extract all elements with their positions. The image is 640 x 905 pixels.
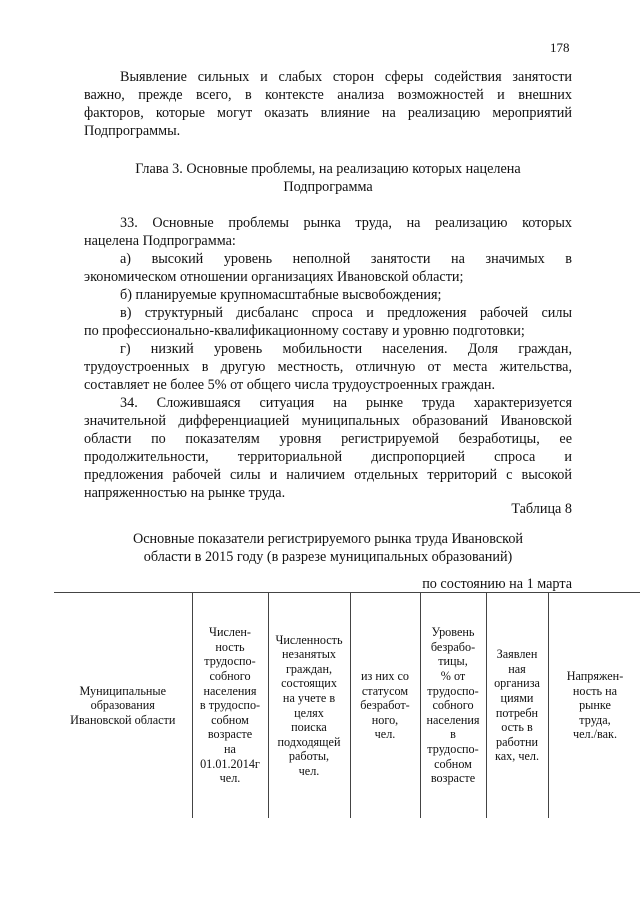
body-line: напряженностью на рынке труда. bbox=[84, 485, 286, 501]
header-cell-line: % от bbox=[440, 669, 466, 684]
table-header-row bbox=[54, 593, 640, 819]
header-cell-line: целях bbox=[294, 705, 324, 720]
body-line: нацелена Подпрограмма: bbox=[84, 233, 236, 249]
header-unemployed-status bbox=[350, 593, 420, 819]
header-cell-line: ная bbox=[508, 661, 526, 676]
header-cell-line: безработ- bbox=[360, 698, 410, 713]
header-cell-line: возрасте bbox=[207, 727, 253, 742]
header-cell-line: Муниципальные bbox=[79, 683, 166, 698]
body-line: б) планируемые крупномасштабные высвобождения; bbox=[120, 287, 442, 303]
header-cell-line: работы, bbox=[288, 749, 330, 764]
table-label: Таблица 8 bbox=[511, 501, 572, 517]
intro-line: факторов, которые могут оказать влияние на реализацию мероприятий bbox=[84, 105, 572, 121]
indicators-table bbox=[54, 592, 640, 818]
header-labor-tension bbox=[548, 593, 640, 819]
header-cell-line: подходящей bbox=[277, 734, 341, 749]
table-title: Основные показатели регистрируемого рынка труда Ивановской bbox=[132, 531, 524, 547]
intro-line: Подпрограммы. bbox=[84, 123, 181, 139]
header-cell-line: трудоспо- bbox=[204, 654, 256, 669]
header-cell-line: организа bbox=[494, 676, 540, 691]
body-line: экономическом отношении организациях Ивановской области; bbox=[84, 269, 464, 285]
header-cell-line: работни bbox=[495, 734, 538, 749]
header-cell-line: потребн bbox=[495, 705, 539, 720]
header-cell-line: поиска bbox=[291, 720, 327, 735]
header-cell-line: собного bbox=[432, 698, 474, 713]
header-cell-line: в bbox=[450, 727, 456, 742]
body-line: продолжительности, территориальной диспропорцией спроса и bbox=[84, 449, 572, 465]
body-line: предложения рабочей силы и наличием отдельных территорий с высокой bbox=[84, 467, 572, 483]
header-cell-line: ного, bbox=[371, 712, 399, 727]
table-title: области в 2015 году (в разрезе муниципальных образований) bbox=[143, 549, 513, 565]
header-cell-line: чел. bbox=[219, 771, 241, 786]
header-cell-line: в трудоспо- bbox=[199, 698, 261, 713]
header-cell-line: ность на bbox=[572, 683, 618, 698]
header-cell-line: из них со bbox=[360, 669, 410, 684]
page-number: 178 bbox=[550, 40, 570, 55]
body-line: 33. Основные проблемы рынка труда, на реализацию которых bbox=[120, 215, 572, 231]
header-cell-line: граждан, bbox=[285, 661, 333, 676]
header-cell-line: возрасте bbox=[430, 771, 476, 786]
header-cell-line: рынке bbox=[579, 698, 611, 713]
header-cell-line: ность bbox=[215, 639, 245, 654]
header-cell-line: незанятых bbox=[281, 647, 337, 662]
header-unemployed-registered bbox=[268, 593, 350, 819]
header-declared-demand bbox=[486, 593, 548, 819]
chapter-title: Глава 3. Основные проблемы, на реализацию которых нацелена bbox=[135, 161, 521, 177]
header-working-age-population bbox=[192, 593, 268, 819]
header-cell-line: образования bbox=[90, 698, 155, 713]
header-cell-line: 01.01.2014г bbox=[200, 756, 260, 771]
chapter-title: Подпрограмма bbox=[283, 179, 373, 195]
header-cell-line: Заявлен bbox=[496, 647, 538, 662]
header-cell-line: на bbox=[224, 741, 236, 756]
header-cell-line: ость в bbox=[501, 720, 533, 735]
header-cell-line: чел./вак. bbox=[572, 727, 618, 742]
body-line: составляет не более 5% от общего числа трудоустроенных граждан. bbox=[84, 377, 496, 393]
header-unemployment-rate bbox=[420, 593, 486, 819]
body-line: а) высокий уровень неполной занятости на значимых в bbox=[120, 251, 572, 267]
header-cell-line: труда, bbox=[579, 712, 611, 727]
header-cell-line: тицы, bbox=[438, 654, 468, 669]
body-line: области по показателям уровня регистрируемой безработицы, ее bbox=[84, 431, 572, 447]
header-cell-line: населения bbox=[426, 712, 480, 727]
header-cell-line: Численность bbox=[275, 632, 343, 647]
header-cell-line: собного bbox=[209, 669, 251, 684]
header-cell-line: Уровень bbox=[431, 625, 475, 640]
header-cell-line: Числен- bbox=[209, 625, 251, 640]
intro-line: Выявление сильных и слабых сторон сферы содействия занятости bbox=[120, 69, 572, 85]
header-cell-line: Ивановской области bbox=[70, 712, 176, 727]
body-line: в) структурный дисбаланс спроса и предложения рабочей силы bbox=[120, 305, 572, 321]
header-cell-line: чел. bbox=[298, 763, 320, 778]
header-cell-line: населения bbox=[203, 683, 257, 698]
header-cell-line: статусом bbox=[361, 683, 409, 698]
header-cell-line: на учете в bbox=[282, 690, 336, 705]
intro-line: важно, прежде всего, в контексте анализа возможностей и внешних bbox=[84, 87, 572, 103]
header-cell-line: собном bbox=[211, 712, 249, 727]
header-cell-line: трудоспо- bbox=[427, 741, 479, 756]
header-cell-line: трудоспо- bbox=[427, 683, 479, 698]
body-line: трудоустроенных в другую местность, отличную от места жительства, bbox=[84, 359, 572, 375]
header-cell-line: циями bbox=[500, 690, 534, 705]
header-cell-line: безрабо- bbox=[430, 639, 476, 654]
body-line: значительной дифференциацией муниципальных образований Ивановской bbox=[84, 413, 572, 429]
header-cell-line: чел. bbox=[374, 727, 396, 742]
body-line: г) низкий уровень мобильности населения. Доля граждан, bbox=[120, 341, 572, 357]
body-line: 34. Сложившаяся ситуация на рынке труда характеризуется bbox=[120, 395, 572, 411]
header-cell-line: собном bbox=[434, 756, 472, 771]
header-cell-line: ках, чел. bbox=[494, 749, 539, 764]
header-municipality bbox=[54, 593, 192, 819]
body-line: по профессионально-квалификационному составу и уровню подготовки; bbox=[84, 323, 525, 339]
table-date: по состоянию на 1 марта bbox=[422, 576, 572, 592]
header-cell-line: состоящих bbox=[281, 676, 337, 691]
header-cell-line: Напряжен- bbox=[566, 669, 624, 684]
